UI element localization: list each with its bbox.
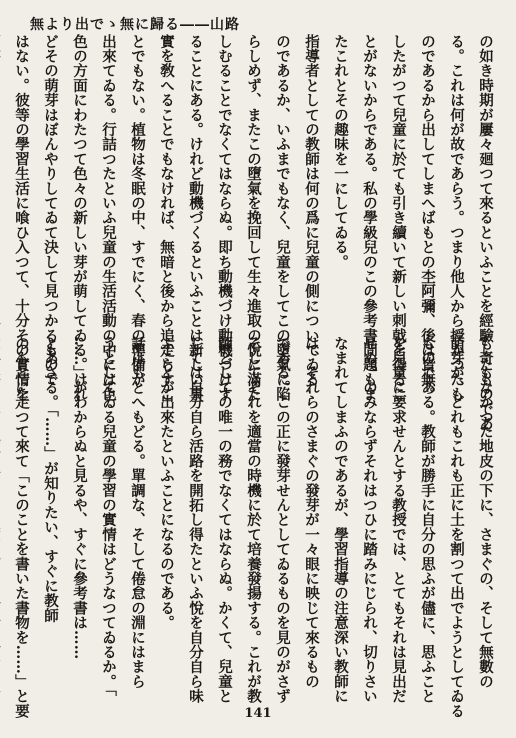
lower-line: を兒童に要求せんとする教授では、とてもそれは見出だ bbox=[390, 336, 407, 704]
lower-line: せぬ。のみならずそれはつひに踏みにじられ、切りさい bbox=[361, 336, 378, 704]
lower-line: 萌芽が、どれもこれも正に土を割つて出でようとしてゐる bbox=[448, 336, 465, 719]
upper-line: る。これは何が故であらう。つまり他人から授かつたも bbox=[448, 34, 465, 402]
upper-line: ることにある。けれど動機づくるといふことは新しい事 bbox=[187, 34, 204, 402]
running-header bbox=[30, 14, 500, 36]
upper-line: 色の方面にわたつて色々の新しい芽が萌してゐる。けれ bbox=[71, 34, 88, 402]
lower-line bbox=[0, 336, 7, 692]
running-header-title: 無より出でゝ無に歸る――山路 bbox=[30, 17, 240, 33]
upper-line bbox=[0, 34, 7, 320]
upper-line: たこれとその趣味を一にしてゐる。 bbox=[332, 34, 349, 270]
lower-line: である。この正に發芽せんとしてゐるものを見のがさず bbox=[274, 336, 291, 704]
upper-text-block bbox=[13, 34, 500, 431]
upper-line: のであるから出してしまへばもとの杢阿彌、後は皆無。 bbox=[419, 34, 436, 402]
upper-line: とがないからである。私の學級兒のこの參考書問題もま bbox=[361, 34, 378, 402]
lower-line: とあさる。「……」が知りたい、すぐに教師 bbox=[42, 336, 59, 623]
upper-line: とでもない。植物は冬眠の中、すでにく、春の準備が bbox=[129, 34, 146, 387]
upper-line: のであるか、いふまでもなく、兒童をしてこの墮氣に陷 bbox=[274, 34, 291, 402]
upper-line: 指導者としての教師は何の爲に兒童の側についてゐる bbox=[303, 34, 320, 387]
upper-line: 出來てゐる。行詰つたといふ兒童の生活活動の中には色 bbox=[100, 34, 117, 402]
lower-line: は、それらのさまぐの發芽が一々眼に映じて來るもの bbox=[303, 336, 320, 689]
lower-line: うとしてゐる兒童の學習の實情はどうなつてゐるか。「 bbox=[100, 336, 117, 697]
lower-line: ものである。教師が勝手に自分の思ふが儘に、思ふこと bbox=[419, 336, 436, 704]
lower-line: のもとに走つて來て「このことを書いた書物を……」と要 bbox=[13, 336, 30, 719]
lower-line: なまれてしまふのであるが、學習指導の注意深い教師に bbox=[332, 336, 349, 704]
upper-line: らしめず、またこの墮氣を挽回して生々進取の悅に滿た bbox=[245, 34, 262, 402]
upper-line: はない。彼等の學習生活に喰ひ入つて、十分その實情を bbox=[13, 34, 30, 402]
upper-line: したがつて兒童に於ても引き續いて新しい刺戟を得るこ bbox=[390, 34, 407, 402]
upper-line: 實を敎へることでもなければ、無暗と後から追走らすこ bbox=[158, 34, 175, 402]
lower-line: も奇もなかつた地皮の下に、さまぐの、そして無數の bbox=[477, 336, 494, 689]
lower-line: そしてそれを適當の時機に於て培養發揚する。これが教 bbox=[245, 336, 262, 704]
lower-line: 師としての唯一の務でなくてはならぬ。かくて、兒童と bbox=[216, 336, 233, 704]
lower-line: ふことが出來たといふことになるのである。 bbox=[158, 336, 175, 630]
lower-line: しては自分自ら活路を開拓し得たといふ悅を自分自ら味 bbox=[187, 336, 204, 704]
lower-line: ……」がわからぬと見るや、すぐに參考書は…… bbox=[71, 336, 88, 660]
lower-line: 話はもとへもどる。單調な、そして倦怠の淵にはまら bbox=[129, 336, 146, 689]
page-number: 141 bbox=[244, 706, 272, 721]
upper-line: の如き時期が屢々廻つて來るといふことを經驗したものであ bbox=[477, 34, 494, 431]
upper-line: しむることでなくてはならぬ。即ち動機づけ動機づけす bbox=[216, 34, 233, 402]
upper-line: どその萌芽はぼんやりしてゐて決して見つかるもので bbox=[42, 34, 59, 387]
